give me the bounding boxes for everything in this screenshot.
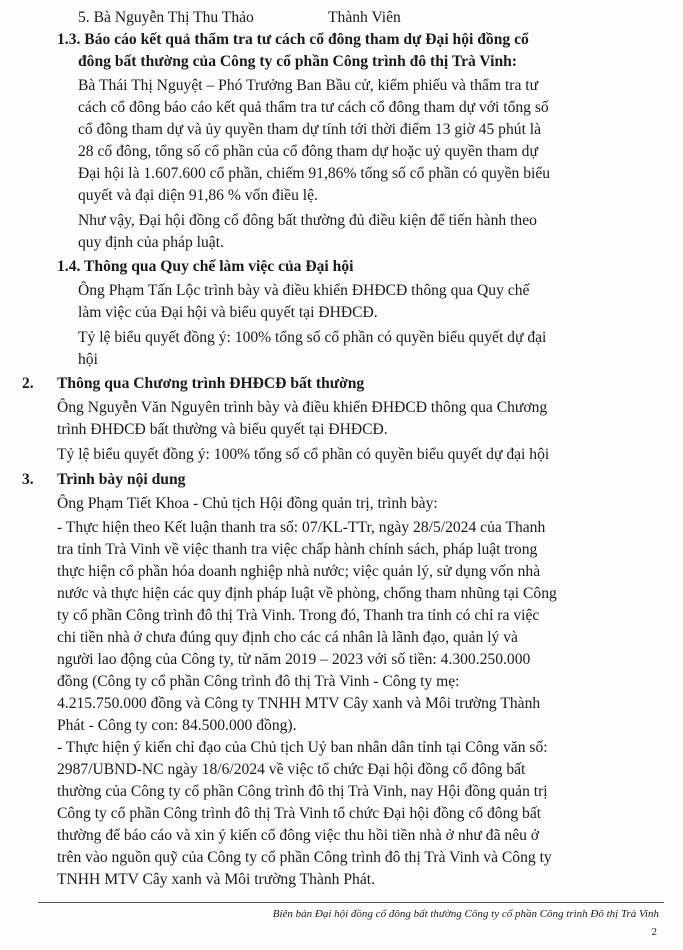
paragraph-line: quyết và đại diện 91,86 % vốn điều lệ. [78, 187, 318, 204]
paragraph-line: nước và thực hiện các quy định pháp luật về phòng, chống tham nhũng tại Công [57, 585, 557, 602]
paragraph-line: - Thực hiện theo Kết luận thanh tra số: 07/KL-TTr, ngày 28/5/2024 của Thanh [57, 519, 546, 536]
paragraph-line: làm việc của Đại hội và biểu quyết tại ĐHĐCĐ. [78, 304, 378, 321]
paragraph-line: thường của Công ty cổ phần Công trình đô thị Trà Vinh, nay Hội đồng quản trị [57, 783, 548, 800]
paragraph-line: Đại hội là 1.607.600 cổ phần, chiếm 91,86% tổng số cổ phần có quyền biểu [78, 165, 551, 182]
paragraph-line: 4.215.750.000 đồng và Công ty TNHH MTV Cây xanh và Môi trường Thành [57, 695, 541, 712]
paragraph-line: Công ty cổ phần Công trình đô thị Trà Vinh tổ chức Đại hội đồng cổ đông bất [57, 805, 542, 822]
member-role: Thành Viên [328, 9, 401, 26]
paragraph-line: người lao động của Công ty, từ năm 2019 – 2023 với số tiền: 4.300.250.000 [57, 651, 531, 668]
paragraph-line: 28 cổ đông, tổng số cổ phần của cổ đông tham dự hoặc uỷ quyền tham dự [78, 143, 538, 160]
footer-divider [38, 902, 664, 903]
page-number: 2 [651, 926, 657, 938]
paragraph-line: Ông Phạm Tiết Khoa - Chủ tịch Hội đồng quản trị, trình bày: [57, 495, 438, 512]
paragraph-line: - Thực hiện ý kiến chỉ đạo của Chủ tịch Uỷ ban nhân dân tỉnh tại Công văn số: [57, 739, 548, 756]
section-2-number: 2. [22, 375, 34, 392]
paragraph-line: trình ĐHĐCĐ bất thường và biểu quyết tại ĐHĐCĐ. [57, 421, 388, 438]
member-name: 5. Bà Nguyễn Thị Thu Thảo [78, 9, 254, 26]
paragraph-line: thực hiện cổ phần hóa doanh nghiệp nhà nước; việc quản lý, sử dụng vốn nhà [57, 563, 541, 580]
paragraph-line: tra tỉnh Trà Vinh về việc thanh tra việc chấp hành chính sách, pháp luật trong [57, 541, 538, 558]
paragraph-line: TNHH MTV Cây xanh và Môi trường Thành Phát. [57, 871, 376, 888]
paragraph-line: trên vào nguồn quỹ của Công ty cổ phần Công trình đô thị Trà Vinh và Công ty [57, 849, 552, 866]
paragraph-line: chi tiền nhà ở chưa đúng quy định cho các cá nhân là lãnh đạo, quản lý và [57, 629, 518, 646]
paragraph-line: Phát - Công ty con: 84.500.000 đồng). [57, 717, 297, 734]
paragraph-line: thường để báo cáo và xin ý kiến cổ đông việc thu hồi tiền nhà ở như đã nêu ở [57, 827, 540, 844]
paragraph-line: Như vậy, Đại hội đồng cổ đông bất thường đủ điều kiện để tiến hành theo [78, 212, 537, 229]
footer-text: Biên bản Đại hội đồng cổ đông bất thường Công ty cổ phần Công trình Đô thị Trà Vinh [272, 908, 659, 920]
section-1-3-heading-line-2: đông bất thường của Công ty cổ phần Công trình đô thị Trà Vinh: [78, 53, 517, 70]
section-3-heading: Trình bày nội dung [57, 471, 186, 488]
section-1-3-heading-line-1: 1.3. Báo cáo kết quả thẩm tra tư cách cổ đông tham dự Đại hội đồng cổ [57, 31, 529, 48]
paragraph-line: quy định của pháp luật. [78, 234, 224, 251]
paragraph-line: đồng (Công ty cổ phần Công trình đô thị Trà Vinh - Công ty mẹ: [57, 673, 460, 690]
paragraph-line: Bà Thái Thị Nguyệt – Phó Trưởng Ban Bầu cử, kiểm phiếu và thẩm tra tư [78, 77, 539, 94]
paragraph-line: Ông Phạm Tấn Lộc trình bày và điều khiển ĐHĐCĐ thông qua Quy chế [78, 282, 530, 299]
paragraph-line: cổ đông tham dự và ủy quyền tham dự tính tới thời điểm 13 giờ 45 phút là [78, 121, 542, 138]
paragraph-line: Ông Nguyễn Văn Nguyên trình bày và điều khiển ĐHĐCĐ thông qua Chương [57, 399, 548, 416]
paragraph-line: 2987/UBND-NC ngày 18/6/2024 về việc tổ chức Đại hội đồng cổ đông bất [57, 761, 526, 778]
section-3-number: 3. [22, 471, 34, 488]
paragraph-line: Tỷ lệ biểu quyết đồng ý: 100% tổng số cổ phần có quyền biểu quyết dự đại [78, 329, 547, 346]
section-2-heading: Thông qua Chương trình ĐHĐCĐ bất thường [57, 375, 365, 392]
section-1-4-heading: 1.4. Thông qua Quy chế làm việc của Đại hội [57, 258, 354, 275]
paragraph-line: Tỷ lệ biểu quyết đồng ý: 100% tổng số cổ phần có quyền biểu quyết dự đại hội [57, 446, 550, 463]
paragraph-line: ty cổ phần Công trình đô thị Trà Vinh. Trong đó, Thanh tra tỉnh có chỉ ra việc [57, 607, 540, 624]
paragraph-line: hội [78, 351, 98, 368]
paragraph-line: cách cổ đông báo cáo kết quả thẩm tra tư cách cổ đông tham dự với tổng số [78, 99, 549, 116]
